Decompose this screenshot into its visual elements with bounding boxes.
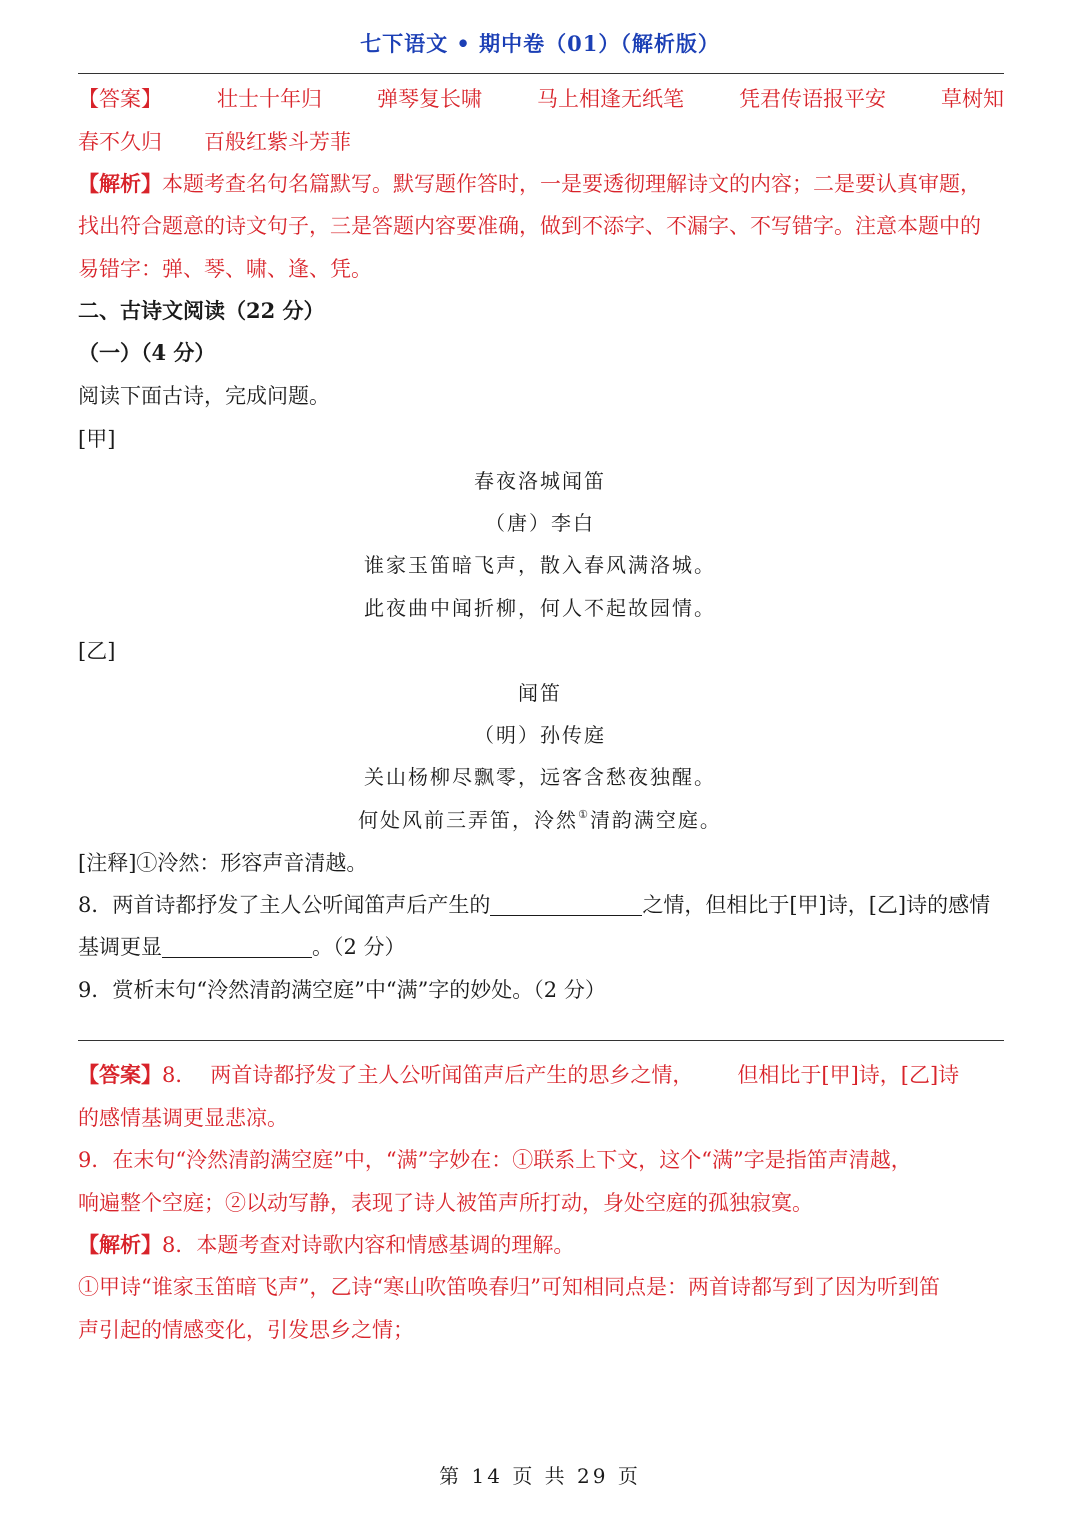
analysis1-line1 [78, 169, 1004, 199]
poem2-line2 [0, 805, 1080, 835]
analysis1-text1: 本题考查名句名篇默写。默写题作答时，一是要透彻理解诗文的内容；二是要认真审题， [162, 172, 981, 196]
poem2-line2-b: 清韵满空庭。 [589, 808, 722, 832]
analysis2-tag: 【解析】 [78, 1232, 162, 1257]
section-title: 二、古诗文阅读（22 分） [78, 298, 325, 323]
answer1-item-4: 凭君传语报平安 [739, 87, 886, 111]
answer1-item-2: 弹琴复长啸 [377, 87, 482, 111]
answer-blank-1[interactable] [490, 891, 642, 916]
answer2-line1 [78, 1060, 1004, 1090]
poem2-line1: 关山杨柳尽飘零，远客含愁夜独醒。 [364, 765, 716, 789]
answer1-item-1: 壮士十年归 [217, 87, 322, 111]
answer2-line4: 响遍整个空庭；②以动写静，表现了诗人被笛声所打动，身处空庭的孤独寂寞。 [78, 1191, 813, 1215]
answer1-tag: 【答案】 [78, 87, 162, 111]
analysis2-line1 [78, 1230, 1004, 1260]
question-9: 9．赏析末句“泠然清韵满空庭”中“满”字的妙处。（2 分） [78, 978, 606, 1002]
page-header-title: 七下语文 • 期中卷（01）（解析版） [360, 31, 720, 56]
analysis1-line2: 找出符合题意的诗文句子，三是答题内容要准确，做到不添字、不漏字、不写错字。注意本题中的 [78, 214, 981, 238]
answer-blank-2[interactable] [162, 933, 312, 958]
footnote: [注释]①泠然：形容声音清越。 [78, 851, 368, 875]
poem1-line2: 此夜曲中闻折柳，何人不起故园情。 [364, 596, 716, 620]
subsection-title: （一）（4 分） [78, 340, 216, 365]
poem-yi-label: [乙] [78, 639, 116, 663]
q8-part2: 之情，但相比于[甲]诗，[乙]诗的感情 [642, 893, 991, 917]
answer1-item-5: 草树知 [941, 87, 1004, 111]
q8-part1: 8．两首诗都抒发了主人公听闻笛声后产生的 [78, 893, 491, 917]
q8-part3: 基调更显 [78, 935, 162, 959]
answer2-text-b: 但相比于[甲]诗，[乙]诗 [737, 1063, 960, 1087]
poem2-title: 闻笛 [518, 681, 562, 705]
answer2-line3: 9．在末句“泠然清韵满空庭”中，“满”字妙在：①联系上下文，这个“满”字是指笛声清越， [78, 1148, 912, 1172]
q8-part4: 。（2 分） [312, 935, 406, 959]
answer1-item-3: 马上相逢无纸笔 [537, 87, 684, 111]
analysis1-tag: 【解析】 [78, 171, 162, 196]
answer1-line2 [78, 127, 1004, 157]
reading-intro: 阅读下面古诗，完成问题。 [78, 384, 330, 408]
footnote-marker: ① [578, 808, 590, 821]
answer-divider [78, 1040, 1004, 1041]
answer2-line2: 的感情基调更显悲凉。 [78, 1106, 288, 1130]
answer2-tag: 【答案】 [78, 1062, 162, 1087]
page-number: 第 14 页 共 29 页 [439, 1464, 641, 1488]
answer2-text-a: 两首诗都抒发了主人公听闻笛声后产生的思乡之情， [210, 1063, 694, 1087]
answer1-line2-item-1: 春不久归 [78, 130, 162, 154]
answer1-line2-item-2: 百般红紫斗芳菲 [204, 130, 351, 154]
poem1-line1: 谁家玉笛暗飞声，散入春风满洛城。 [364, 553, 716, 577]
question-8-line2 [78, 932, 1004, 962]
poem2-line2-a: 何处风前三弄笛，泠然 [358, 808, 579, 832]
answer2-num: 8． [162, 1063, 197, 1087]
analysis2-text1: 8．本题考查对诗歌内容和情感基调的理解。 [162, 1233, 575, 1257]
answer1-line1 [78, 84, 1004, 114]
analysis1-line3: 易错字：弹、琴、啸、逢、凭。 [78, 257, 372, 281]
poem1-author: （唐）李白 [485, 511, 595, 535]
poem2-author: （明）孙传庭 [474, 723, 606, 747]
analysis2-line3: 声引起的情感变化，引发思乡之情； [78, 1318, 414, 1342]
poem1-title: 春夜洛城闻笛 [474, 469, 606, 493]
header-divider [78, 73, 1004, 74]
poem-jia-label: [甲] [78, 427, 116, 451]
question-8-line1 [78, 890, 1004, 920]
analysis2-line2: ①甲诗“谁家玉笛暗飞声”，乙诗“寒山吹笛唤春归”可知相同点是：两首诗都写到了因为听到笛 [78, 1275, 940, 1299]
